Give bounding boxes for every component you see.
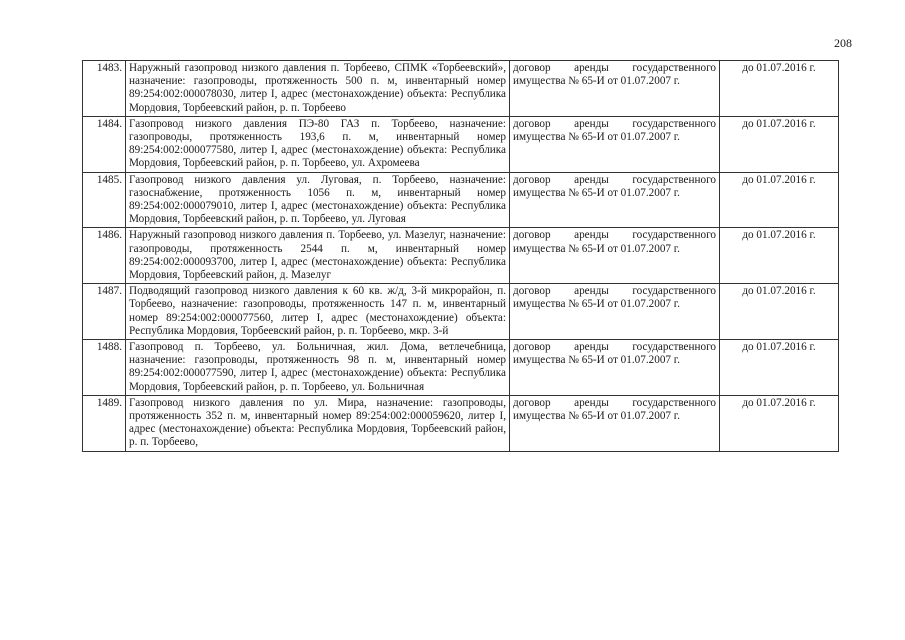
object-description: Газопровод п. Торбеево, ул. Больничная, жил. Дома, ветлечебница, назначение: газопроводы, протяженность 98 п. м, инвентарный номер 89:254:002:000077590, литер I, адрес (местонахождение) объекта: Республика Мордовия, Торбеевский район, р. п. Торбеево, ул. Больничная	[126, 340, 510, 396]
table-row	[83, 172, 839, 228]
table-row	[83, 228, 839, 284]
lease-document: договор аренды государственного имущества № 65-И от 01.07.2007 г.	[510, 395, 720, 451]
object-description: Наружный газопровод низкого давления п. Торбеево, СПМК «Торбеевский», назначение: газопроводы, протяженность 500 п. м, инвентарный номер 89:254:002:000078030, литер I, адрес (местонахождение) объекта: Республика Мордовия, Торбеевский район, р. п. Торбеево	[126, 61, 510, 117]
object-description: Подводящий газопровод низкого давления к 60 кв. ж/д, 3-й микрорайон, п. Торбеево, назначение: газопроводы, протяженность 147 п. м, инвентарный номер 89:254:002:000077560, литер I, адрес (местонахождение) объекта: Республика Мордовия, Торбеевский район, р. п. Торбеево, мкр. 3-й	[126, 284, 510, 340]
row-number: 1484.	[83, 116, 126, 172]
page-number: 208	[834, 36, 852, 50]
row-number: 1485.	[83, 172, 126, 228]
lease-document: договор аренды государственного имущества № 65-И от 01.07.2007 г.	[510, 228, 720, 284]
lease-document: договор аренды государственного имущества № 65-И от 01.07.2007 г.	[510, 284, 720, 340]
row-number: 1488.	[83, 340, 126, 396]
property-table	[82, 60, 839, 452]
lease-term: до 01.07.2016 г.	[720, 284, 839, 340]
object-description: Газопровод низкого давления по ул. Мира, назначение: газопроводы, протяженность 352 п. м, инвентарный номер 89:254:002:000059620, литер I, адрес (местонахождение) объекта: Республика Мордовия, Торбеевский район, р. п. Торбеево,	[126, 395, 510, 451]
lease-term: до 01.07.2016 г.	[720, 172, 839, 228]
lease-document: договор аренды государственного имущества № 65-И от 01.07.2007 г.	[510, 340, 720, 396]
table-row	[83, 340, 839, 396]
object-description: Газопровод низкого давления ПЭ-80 ГАЗ п. Торбеево, назначение: газопроводы, протяженность 193,6 п. м, инвентарный номер 89:254:002:000077580, литер I, адрес (местонахождение) объекта: Республика Мордовия, Торбеевский район, р. п. Торбеево, ул. Ахромеева	[126, 116, 510, 172]
row-number: 1486.	[83, 228, 126, 284]
object-description: Наружный газопровод низкого давления п. Торбеево, ул. Мазелуг, назначение: газопроводы, протяженность 2544 п. м, инвентарный номер 89:254:002:000093700, литер I, адрес (местонахождение) объекта: Республика Мордовия, Торбеевский район, д. Мазелуг	[126, 228, 510, 284]
lease-term: до 01.07.2016 г.	[720, 228, 839, 284]
row-number: 1487.	[83, 284, 126, 340]
object-description: Газопровод низкого давления ул. Луговая, п. Торбеево, назначение: газоснабжение, протяженность 1056 п. м, инвентарный номер 89:254:002:000079010, литер I, адрес (местонахождение) объекта: Республика Мордовия, Торбеевский район, р. п. Торбеево, ул. Луговая	[126, 172, 510, 228]
lease-term: до 01.07.2016 г.	[720, 395, 839, 451]
lease-document: договор аренды государственного имущества № 65-И от 01.07.2007 г.	[510, 172, 720, 228]
table-row	[83, 61, 839, 117]
lease-term: до 01.07.2016 г.	[720, 61, 839, 117]
table-row	[83, 284, 839, 340]
lease-term: до 01.07.2016 г.	[720, 340, 839, 396]
lease-document: договор аренды государственного имущества № 65-И от 01.07.2007 г.	[510, 61, 720, 117]
lease-document: договор аренды государственного имущества № 65-И от 01.07.2007 г.	[510, 116, 720, 172]
table-row	[83, 395, 839, 451]
lease-term: до 01.07.2016 г.	[720, 116, 839, 172]
row-number: 1483.	[83, 61, 126, 117]
row-number: 1489.	[83, 395, 126, 451]
table-row	[83, 116, 839, 172]
